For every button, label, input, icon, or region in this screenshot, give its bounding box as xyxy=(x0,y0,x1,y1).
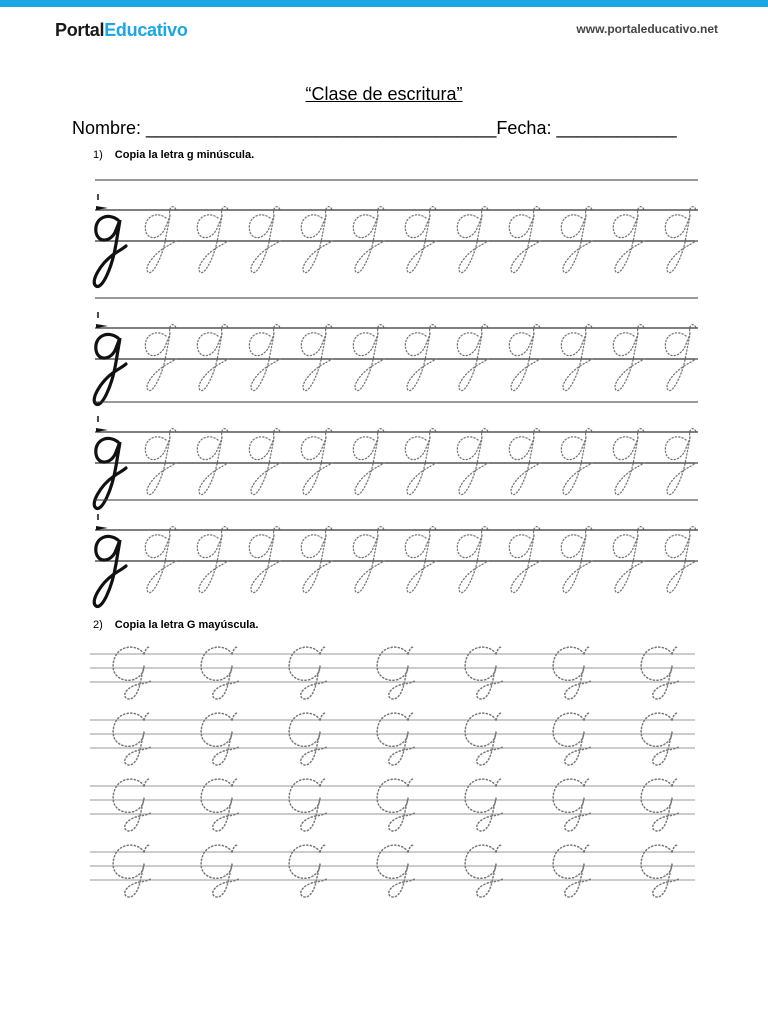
dotted-cursive-g-icon xyxy=(197,325,228,391)
uppercase-g-rows xyxy=(90,647,695,897)
dotted-cursive-g-icon xyxy=(613,429,644,495)
dotted-cursive-capital-g-icon xyxy=(465,845,504,897)
dotted-cursive-g-icon xyxy=(509,527,540,593)
portal-educativo-logo: PortalEducativo xyxy=(55,20,188,40)
cursive-g-model-icon xyxy=(94,514,126,606)
cursive-g-model-icon xyxy=(94,416,126,508)
dotted-cursive-g-icon xyxy=(197,527,228,593)
dotted-cursive-g-icon xyxy=(145,527,176,593)
dotted-cursive-capital-g-icon xyxy=(553,845,592,897)
dotted-cursive-g-icon xyxy=(665,207,696,273)
dotted-cursive-capital-g-icon xyxy=(465,647,504,699)
dotted-cursive-g-icon xyxy=(405,207,436,273)
dotted-cursive-capital-g-icon xyxy=(641,779,680,831)
dotted-cursive-g-icon xyxy=(457,207,488,273)
dotted-cursive-capital-g-icon xyxy=(289,647,328,699)
dotted-cursive-capital-g-icon xyxy=(641,647,680,699)
dotted-cursive-capital-g-icon xyxy=(201,713,240,765)
dotted-cursive-capital-g-icon xyxy=(465,713,504,765)
dotted-cursive-g-icon xyxy=(405,325,436,391)
dotted-cursive-g-icon xyxy=(353,325,384,391)
lowercase-g-rows xyxy=(94,180,698,606)
dotted-cursive-g-icon xyxy=(405,527,436,593)
dotted-cursive-g-icon xyxy=(197,207,228,273)
cursive-g-model-icon xyxy=(94,194,126,286)
dotted-cursive-g-icon xyxy=(353,527,384,593)
dotted-cursive-g-icon xyxy=(145,207,176,273)
dotted-cursive-g-icon xyxy=(249,429,280,495)
dotted-cursive-capital-g-icon xyxy=(553,779,592,831)
dotted-cursive-capital-g-icon xyxy=(113,647,152,699)
dotted-cursive-capital-g-icon xyxy=(289,713,328,765)
dotted-cursive-capital-g-icon xyxy=(113,779,152,831)
dotted-cursive-g-icon xyxy=(145,325,176,391)
dotted-cursive-g-icon xyxy=(457,527,488,593)
dotted-cursive-g-icon xyxy=(509,207,540,273)
dotted-cursive-g-icon xyxy=(613,325,644,391)
dotted-cursive-capital-g-icon xyxy=(553,713,592,765)
dotted-cursive-g-icon xyxy=(301,527,332,593)
dotted-cursive-g-icon xyxy=(509,429,540,495)
cursive-g-model-icon xyxy=(94,312,126,404)
dotted-cursive-g-icon xyxy=(665,325,696,391)
instruction-1: 1) Copia la letra g minúscula. xyxy=(93,149,255,161)
dotted-cursive-g-icon xyxy=(197,429,228,495)
dotted-cursive-g-icon xyxy=(249,325,280,391)
dotted-cursive-g-icon xyxy=(301,325,332,391)
dotted-cursive-g-icon xyxy=(509,325,540,391)
dotted-cursive-capital-g-icon xyxy=(377,779,416,831)
dotted-cursive-capital-g-icon xyxy=(377,845,416,897)
dotted-cursive-capital-g-icon xyxy=(201,845,240,897)
dotted-cursive-g-icon xyxy=(613,527,644,593)
date-label: Fecha: xyxy=(496,118,557,138)
dotted-cursive-g-icon xyxy=(301,207,332,273)
dotted-cursive-capital-g-icon xyxy=(289,779,328,831)
dotted-cursive-capital-g-icon xyxy=(641,845,680,897)
dotted-cursive-capital-g-icon xyxy=(641,713,680,765)
dotted-cursive-g-icon xyxy=(457,429,488,495)
name-label: Nombre: xyxy=(72,118,147,138)
dotted-cursive-g-icon xyxy=(665,527,696,593)
dotted-cursive-g-icon xyxy=(561,325,592,391)
dotted-cursive-g-icon xyxy=(561,207,592,273)
dotted-cursive-capital-g-icon xyxy=(113,845,152,897)
dotted-cursive-g-icon xyxy=(405,429,436,495)
dotted-cursive-capital-g-icon xyxy=(553,647,592,699)
dotted-cursive-g-icon xyxy=(561,527,592,593)
date-blank: ____________ xyxy=(556,118,677,138)
dotted-cursive-g-icon xyxy=(353,207,384,273)
dotted-cursive-g-icon xyxy=(145,429,176,495)
dotted-cursive-capital-g-icon xyxy=(113,713,152,765)
worksheet-title: “Clase de escritura” xyxy=(305,84,463,104)
dotted-cursive-capital-g-icon xyxy=(201,647,240,699)
instruction-2: 2) Copia la letra G mayúscula. xyxy=(93,619,259,631)
dotted-cursive-capital-g-icon xyxy=(201,779,240,831)
dotted-cursive-g-icon xyxy=(561,429,592,495)
dotted-cursive-g-icon xyxy=(301,429,332,495)
dotted-cursive-g-icon xyxy=(457,325,488,391)
dotted-cursive-g-icon xyxy=(249,207,280,273)
dotted-cursive-g-icon xyxy=(613,207,644,273)
dotted-cursive-capital-g-icon xyxy=(465,779,504,831)
dotted-cursive-g-icon xyxy=(249,527,280,593)
dotted-cursive-capital-g-icon xyxy=(289,845,328,897)
dotted-cursive-capital-g-icon xyxy=(377,713,416,765)
dotted-cursive-g-icon xyxy=(353,429,384,495)
dotted-cursive-capital-g-icon xyxy=(377,647,416,699)
name-blank: ___________________________________ xyxy=(146,118,497,138)
website-url: www.portaleducativo.net xyxy=(576,22,718,36)
dotted-cursive-g-icon xyxy=(665,429,696,495)
